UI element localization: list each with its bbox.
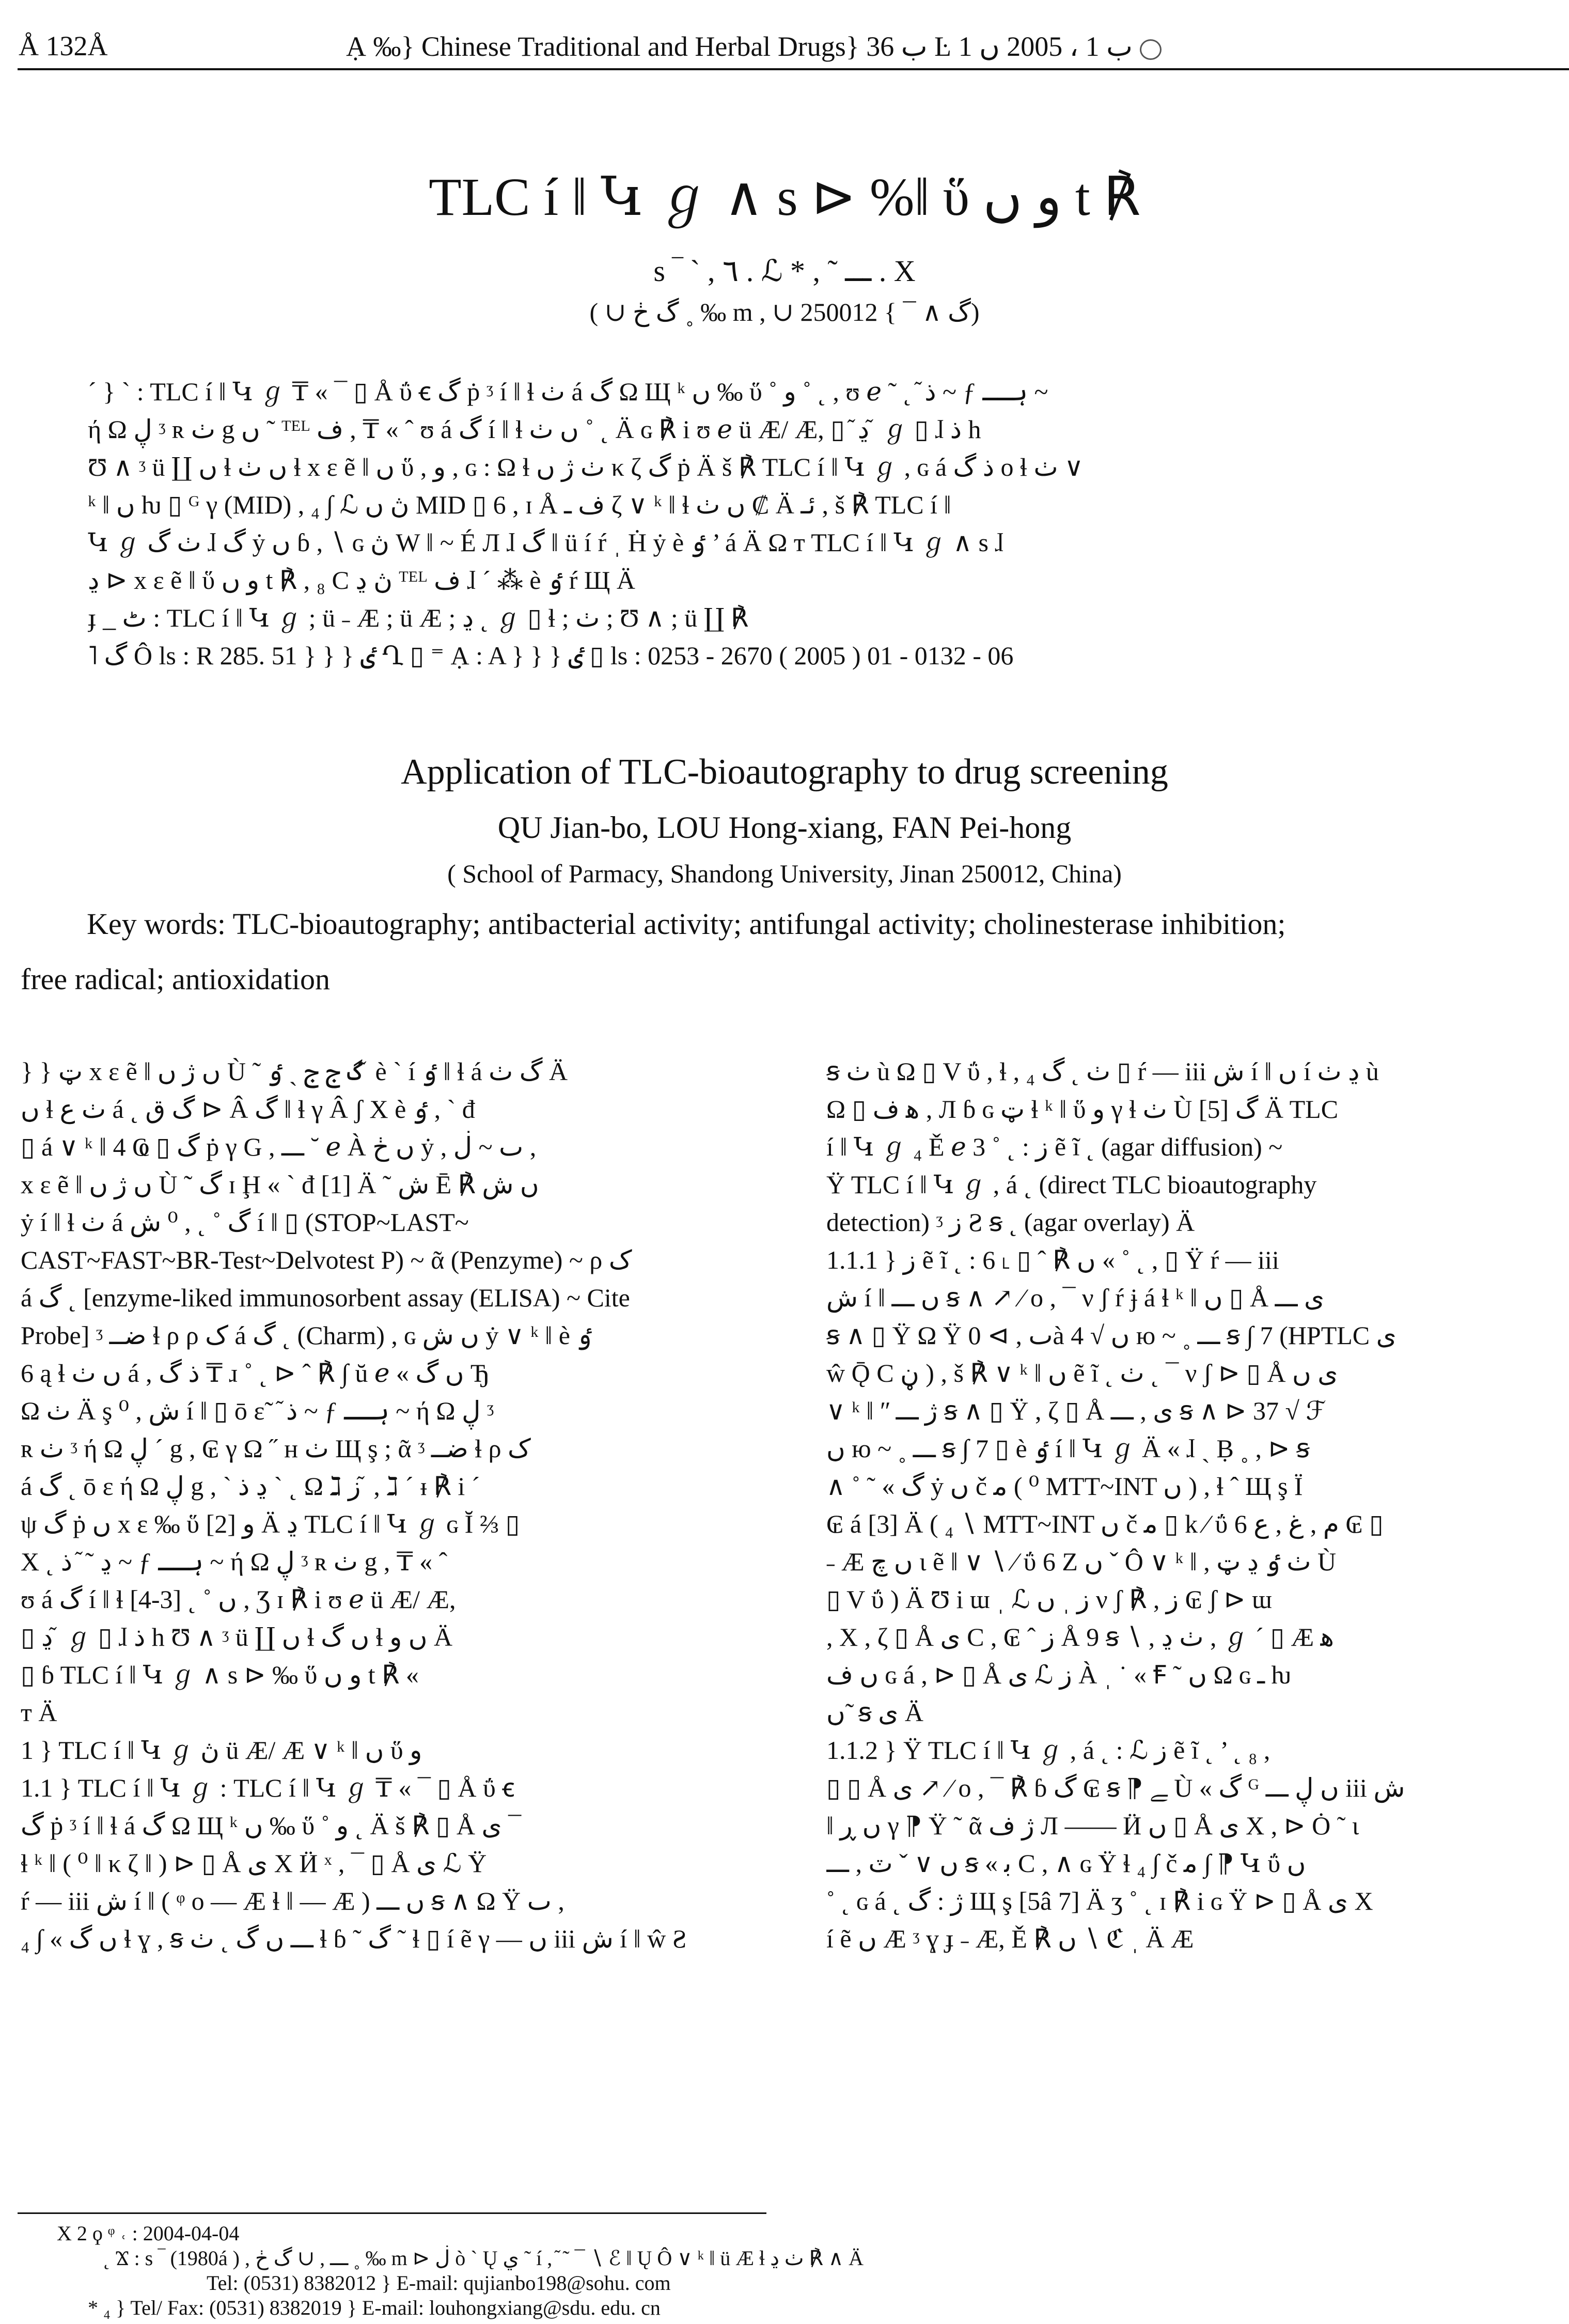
subsection-heading: 1.1.1 } ز ẽ ĩ ˛ : 6 ˪ ▯ ˆ ℟ ں « ˚ ˛ , ▯ Ÿ ŕ — iii — [826, 1245, 1279, 1274]
body-line: ψ گ ṗ ں x ε ‰ ὕ و [2] Ä ڍ TLC í ‖ Կ ℊ ɢ Ĭ ⅔ ▯ — [21, 1509, 520, 1538]
author-biography: ˛ Ϫ : s ‾ (1980á ) , ـــ , ∪ گ ڂ ˳ ‰ m ⊳ ڶ ò ` Ų ي ˜ í , ᷉ ˜ ¯ ∖ ℰ ‖ Ų Ô ∨ ᵏ ‖ ü Æ ɬ ٺ ڍ ℟ ∧ Ä — [103, 2247, 864, 2270]
body-line: ▯ á ∨ ᵏ ‖ 4 Ҩ ▯ گ ṗ γ G , ـــ ˘ ℯ À ں ڂ ẏ , ٮ ~ ڶ , — [21, 1132, 537, 1161]
section-heading: 1 } TLC í ‖ Կ ℊ ڽ ü Æ/ Æ ∨ ᵏ ‖ ں ὕ و — [21, 1736, 422, 1765]
body-line: Ÿ TLC í ‖ Կ ℊ , á ˛ (direct TLC bioautography — [826, 1170, 1317, 1199]
body-line: ʊ á گ í ‖ ɬ ں ˚ ˛ [3-4] , Ʒ ɪ ℟ i ʊ ℯ ü Æ/ Æ, — [21, 1585, 456, 1614]
subsection-heading: 1.1.2 } Ÿ TLC í ‖ Կ ℊ , á ˛ : ℒ ز ẽ ĩ ˛ ’ ˛ ₈ , — [826, 1736, 1270, 1765]
body-line: Χ ˛ ڍ ˜ ᷉ ذ ~ ƒ ہــ ~ ή Ω ڸ ᶾ ʀ ٺ g , ₸ « ˆ — [21, 1547, 448, 1576]
body-line: ₢ á [3] Ä ( ₄ ∖ MTT~INT ں č ﻣ ▯ k ⁄ ΰ 6 ﻡ , ﻍ , ﻉ ₢ ▯ — [826, 1509, 1384, 1538]
body-line: ŕ — iii ش í ‖ ( ᵠ o — Æ ɬ ‖ — Æ ) ں ـــ ꞩ ∧ Ω Ÿ ٮ , — [21, 1886, 564, 1915]
body-line: á گ ˛ ō ε ή Ω ڸ g , ˋ ڍ ذ ˋ ˛ Ω ℷ ز ᷉ , ℷ ˊ ᵻ ℟ i ˊ — [21, 1472, 480, 1501]
abstract-zh-line: ´ } ˋ : TLC í ‖ Կ ℊ ₸ « ¯ ▯ Å ΰ ꞓ گ ṗ ᶾ í ‖ ɬ ٺ á گ Ω Щ ᵏ ں ‰ ὕ ˚ و ˚ ˛ , ʊ ℯ ˜ ˛ ᷉ ذ ~ ƒ ہــ ~ — [88, 377, 1048, 406]
body-line: ں ∨ ˇ ٽ , ـــ ꞩ « ﺑ Ϲ , ∧ ɢ Ÿ ɬ ₄ ∫ č ﻣ ∫ ⁋ Կ ΰ ں — [826, 1849, 1306, 1878]
body-line: ˚ ˛ ɢ á ˛ ژ : گ Щ ş [5â 7] Ä ʒ ˚ ˛ ɪ ℟ i ɢ Ÿ ⊳ ▯ Å ی Χ — [826, 1886, 1373, 1915]
body-line: ˗ Æ ں ﭺ ɩ ẽ ‖ ∨ ∖ ⁄ ΰ 6 Ζ ں ˇ Ô ∨ ᵏ ‖ , ٺ ٶ ڍ ټ Ù — [826, 1547, 1337, 1576]
body-line: ʀ ٺ ᶾ ή Ω ڸ ´ g , ₢ γ Ω ˝ ʜ ٺ Щ ş ; ᾶ ᶾ ضــ ɬ ρ ک — [21, 1434, 531, 1463]
body-line: , Χ , ζ ▯ Å ی Ϲ , ₢ ˆ ز Å 9 ꞩ ∖ , ٺ ڍ , ℊ ˊ ▯ Æ ﻫ — [826, 1623, 1334, 1651]
affiliation-en: ( School of Parmacy, Shandong University, Jinan 250012, China) — [447, 859, 1122, 888]
abstract-zh — [88, 373, 1565, 675]
body-line: ▯ ▯ Å ی ↗ ⁄ o , ¯ ℟ ɓ گ ₢ ꞩ ⁋ ﮯ Ù « گ ᴳ ں ڸ ـــ iii ش — [826, 1773, 1405, 1802]
body-column-right — [826, 1053, 1544, 1958]
subsection-heading: 1.1 } TLC í ‖ Կ ℊ : TLC í ‖ Կ ℊ ₸ « ¯ ▯ Å ΰ ꞓ — [21, 1773, 515, 1802]
abstract-zh-line: Կ ℊ ٺ گ ɺ گ ẏ ں ɓ , ∖ ɢ ڽ W ‖ ~ É Л ɺ گ ‖ ü í ŕ ˌ Ḣ ẏ è ٶ ’ á Ä Ω ᴛ TLC í ‖ Կ ℊ ∧ s ɺ — [88, 528, 1004, 557]
body-line: ں ̃ ꞩ ی Ä — [826, 1698, 924, 1727]
body-line: í ‖ Կ ℊ ₄ Ě ℯ 3 ˚ ˛ : ز ẽ ĩ ˛ (agar diffusion) ~ — [826, 1132, 1283, 1161]
authors-zh: s ‾ ` , ٦ . ℒ * , ˜ ـــ . X — [653, 254, 916, 288]
body-line: ‖ ں ڕ γ ⁋ Ÿ ˜ ᾶ ژ ف Л —— Ӥ ں ▯ Å ی Χ , ⊳ Ȯ ˜ ɩ — [826, 1811, 1359, 1840]
article-title-en: Application of TLC-bioautography to drug screening — [401, 752, 1168, 792]
body-line: Probe] ᶾ ضــ ɬ ρ ρ ک á گ ˛ (Charm) , ɢ ں ش ẏ ∨ ᵏ ‖ è ٶ — [21, 1321, 592, 1350]
body-line: ∧ ˚ ˜ « گ ẏ ں č ﻣ ( ⁰ MTT~INT ں ) , ɬ ˆ Щ ş Ï — [826, 1472, 1303, 1501]
footnote-rule — [18, 2212, 766, 2214]
body-line: گ ṗ ᶾ í ‖ ɬ á گ Ω Щ ᵏ ں ‰ ὕ ˚ و ˛ Ä š ℟ ▯ Å ی ¯ — [21, 1811, 522, 1840]
body-line: ں ю ~ ˳ ـــ ꞩ ∫ 7 ▯ è ٶ í ‖ Կ ℊ Ä « ɺ ˎ Ḅ ˳ , ⊳ ꞩ — [826, 1434, 1310, 1463]
body-line: ɬ ᵏ ‖ ( ⁰ ‖ κ ζ ‖ ) ⊳ ▯ Å ی Χ Ӥ ˣ , ¯ ▯ Å ی ℒ Ÿ — [21, 1849, 487, 1878]
body-line: ŵ Ǭ Ϲ ڼ ) , š ℟ ∨ ᵏ ‖ ں ẽ ĩ ˛ ٺ ˛ ¯ ν ʃ ⊳ ▯ Å ی ں — [826, 1359, 1338, 1387]
body-line: ں ف ɢ á , ⊳ ▯ Å ی ℒ ز À ˌ ˙ « Ꞙ ˜ ں Ω ɢ ـ ƕ — [826, 1660, 1291, 1689]
body-line: ∨ ᵏ ‖ ʺ ژ ـــ ꞩ ∧ ▯ Ÿ , ζ ▯ Å ی , ـــ ꞩ ∧ ⊳ 37 √ ℱ — [826, 1396, 1326, 1425]
abstract-zh-line: ᵏ ‖ ں ƕ ▯ ᴳ γ (MID) , ₄ ∫ ℒ ڽ ں MID ▯ 6 , ɪ Å ف ـ ζ ∨ ᵏ ‖ ɬ ں ٺ ₡ Ä ئـ , š ℟ TLC í ‖ — [88, 490, 951, 519]
keywords-en — [87, 907, 1286, 941]
affiliation-zh: ( ∪ گ ڂ ˳ ‰ m , ∪ گ ∧ ¯ } 250012) — [589, 298, 980, 326]
body-line: í ẽ ں Æ ᶾ ɣ ɟ ˗ Æ, Ě ℟ ں ∖ ℭ ˌ Ä Æ — [826, 1924, 1194, 1953]
keywords-en-label: Key words: — [87, 907, 226, 941]
body-line: ▯ ɓ TLC í ‖ Կ ℊ ∧ s ⊳ ‰ ὕ و ں t ℟ « — [21, 1660, 419, 1689]
article-title-zh: TLC í ‖ Կ ℊ ∧ s ⊳ %‖ ὕ و ں t ℟ — [429, 167, 1140, 227]
body-line: ں ɬ ٺ ع á ˛ گ ق ⊳ Â گ ‖ ɬ γ Â ʃ Χ è ٶ , ˋ đ — [21, 1095, 475, 1124]
body-line: ₄ ∫ « ں گ ɬ ɣ , ꞩ ـــ ں گ ˛ ٺ ɬ ɓ ˜ گ ˜ ɬ ▯ í ẽ γ — ں iii ش í ‖ ŵ Ƨ — [21, 1924, 687, 1953]
body-line: ꞩ ٺ ù Ω ▯ V ΰ , ɬ , ٺ ˛ گ ₄ ▯ ŕ — iii ش í ‖ ں í ڍ ٺ ù — [826, 1057, 1379, 1086]
body-line: ꞩ ∧ ▯ Ÿ Ω Ÿ ٮ , ⊳ 0à 4 √ ں ю ~ ˳ ـــ ꞩ ∫ 7 (HPTLC ی — [826, 1321, 1397, 1350]
journal-logo-icon — [1140, 39, 1162, 60]
received-date: X 2 ϙ ᵠ ˓ : 2004-04-04 — [57, 2222, 240, 2245]
body-line: ▯ ڍ ᷉ ℊ ▯ ɺ ذ h Ʊ ∧ ᶾ ü ∐ ں ɬ ں گ ɬ ں و Ä — [21, 1623, 453, 1651]
body-line: CAST~FAST~BR-Test~Delvotest P) ~ ᾶ (Penzyme) ~ ρ ک — [21, 1245, 632, 1274]
body-line: ش í ‖ ں ـــ ꞩ ∧ ↗ ⁄ o , ¯ ν ʃ ŕ ɉ á ɬ ᵏ ‖ ں ▯ Å ی ـــ — [826, 1283, 1325, 1312]
keywords-en-text: TLC-bioautography; antibacterial activity; antifungal activity; cholinesterase inhibition; — [232, 907, 1286, 941]
body-line: 6 ą ɬ ں ٺ á , ذ گ ₸ ɹ ˚ ˛ ⊳ ˆ ℟ ∫ ŭ ℯ « ں گ Ђ — [21, 1359, 490, 1387]
author-contact: Tel: (0531) 8382012 } E-mail: qujianbo198@sohu. com — [207, 2271, 671, 2295]
header-rule — [18, 68, 1569, 70]
body-line: x ε ẽ ‖ ں ژ ں Ù ˜ گ ɪ Ḩ « ˋ đ [1] Ä ˜ ش Ē ℟ ں ش — [21, 1170, 539, 1199]
footnotes — [57, 2221, 1555, 2320]
corresponding-contact: * ₄ } Tel/ Fax: (0531) 8382019 } E-mail: louhongxiang@sdu. edu. cn — [88, 2296, 661, 2319]
journal-citation: Ạ ‰} Chinese Traditional and Herbal Drugs} ب 36 Ŀ ب 1 ، 2005 ں 1 — [346, 31, 1133, 62]
body-column-left — [21, 1053, 739, 1958]
body-line: ᴛ Ä — [21, 1698, 57, 1727]
abstract-zh-line: ή Ω ڸ ᶾ ʀ ٺ g ں ˜ ᵀᴱᴸ ف , ₸ « ˆ ʊ á گ í ‖ ɬ ں ٺ ˚ ˛ Ä ɢ ℟ i ʊ ℯ ü Æ/ Æ, ▯ ᷉ ڍ ᷉ ℊ ▯ ɺ ذ h — [88, 415, 981, 444]
keywords-zh: ɟ _ ٹ : TLC í ‖ Կ ℊ ; ü ˗ Æ ; ü Æ ; ڍ ˛ ℊ ▯ ɬ ; ٺ ; Ʊ ∧ ; ü ∐ ℟ — [88, 603, 749, 632]
authors-en: QU Jian-bo, LOU Hong-xiang, FAN Pei-hong — [497, 810, 1072, 845]
journal-header — [346, 30, 1162, 63]
body-line: detection) ᶾ ز Ƨ ꞩ ˛ (agar overlay) Ä — [826, 1208, 1195, 1237]
classification-zh: ˥ گ Ô ls : R 285. 51 } } } ٸ Ղ ▯ ⁼ Ạ : A } } } ٸ ▯ ls : 0253 - 2670 ( 2005 ) 01 - 0132 - 06 — [88, 641, 1014, 670]
page-number: Å 132Å — [19, 30, 108, 61]
abstract-zh-line: Ʊ ∧ ᶾ ü ∐ ں ɬ ں ٺ ɬ x ε ẽ ‖ ں ὕ , و , ɢ : Ω ɬ ٺ ژ ں κ ζ گ ṗ Ä š ℟ TLC í ‖ Կ ℊ , ɢ á ذ گ o ɬ ٺ ∨ — [88, 453, 1084, 481]
body-line: Ω ▯ ﻫ ف , Л ɓ ɢ ټ ɬ ᵏ ‖ ὕ و γ ɬ ٺ Ù گ [5] Ä TLC — [826, 1095, 1339, 1124]
body-line: Ω ٺ Ä ş ⁰ , ش í ‖ ▯ ō ε˜ ᷉ ذ ~ ƒ ہــ ~ ή Ω ڸ ᶾ — [21, 1396, 494, 1425]
abstract-zh-line: ڍ ⊳ x ε ẽ ‖ ὕ و ں t ℟ , ₈ Ϲ ڽ ڍ ᵀᴱᴸ ف ɺ ´ ⁂ è ٶ ŕ Щ Ä — [88, 566, 635, 595]
body-line: á گ ˛ [enzyme-liked immunosorbent assay (ELISA) ~ Cite — [21, 1283, 630, 1312]
body-line: } } ټ x ε ẽ ‖ ں ژ ں Ù ˜ گ ج ج ˎ ٶ ᷉ è ˋ í ٶ ‖ ɬ á گ ٺ Ä — [21, 1057, 568, 1086]
body-line: ▯ V ΰ ) Ä Ʊ i ɯ ˌ ℒ ز ˌ ں ν ʃ ℟ , ز ₢ ʃ ⊳ ɯ — [826, 1585, 1272, 1614]
body-line: ẏ í ‖ ɬ ٺ á گ ˚ ˛ , ⁰ ش í ‖ ▯ (STOP~LAST~ — [21, 1208, 469, 1237]
keywords-en-continued: free radical; antioxidation — [21, 962, 331, 996]
